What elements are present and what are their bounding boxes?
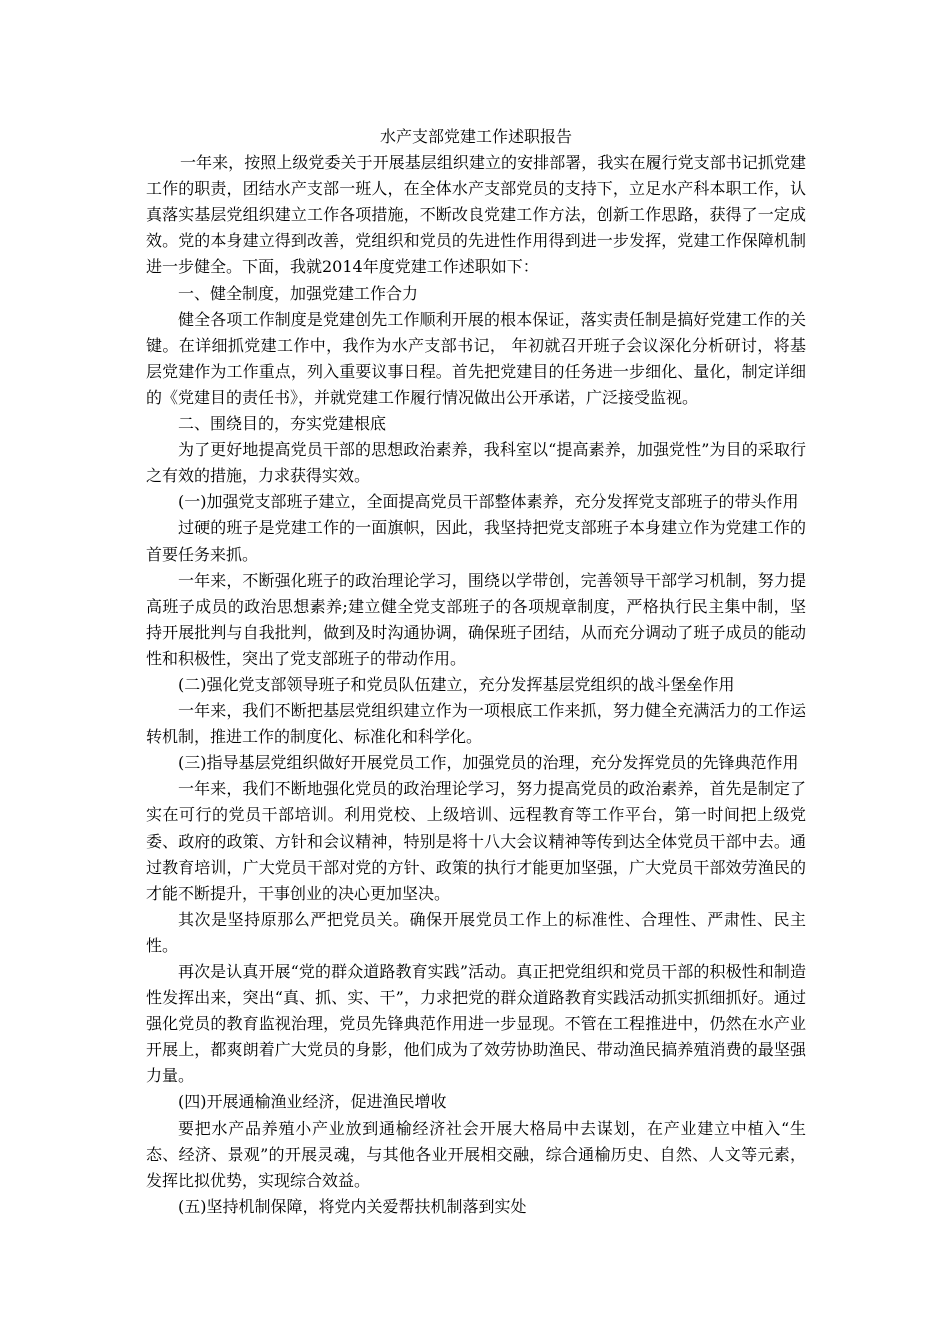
section-heading-1: 一、健全制度，加强党建工作合力: [178, 283, 419, 303]
paragraph: 再次是认真开展“党的群众道路教育实践”活动。真正把党组织和党员干部的积极性和制造性发挥出来，突出“真、抓、实、干”，力求把党的群众道路教育实践活动抓实抓细抓好。通过强化党员的教育监视治理，党员先锋典范作用进一步显现。不管在工程推进中，仍然在水产业开展上，都爽朗着广大党员的身影，他们成为了效劳协助渔民、带动渔民搞养殖消费的最坚强力量。: [146, 962, 806, 1086]
document-body: [146, 124, 806, 1220]
paragraph-intro: 一年来，按照上级党委关于开展基层组织建立的安排部署，我实在履行党支部书记抓党建工作的职责，团结水产支部一班人，在全体水产支部党员的支持下，立足水产科本职工作，认真落实基层党组织建立工作各项措施，不断改良党建工作方法，创新工作思路，获得了一定成效。党的本身建立得到改善，党组织和党员的先进性作用得到进一步发挥，党建工作保障机制进一步健全。下面，我就2014年度党建工作述职如下：: [146, 153, 806, 277]
subsection-heading-4: (四)开展通榆渔业经济，促进渔民增收: [178, 1092, 447, 1112]
subsection-heading-2: (二)强化党支部领导班子和党员队伍建立，充分发挥基层党组织的战斗堡垒作用: [178, 674, 735, 694]
paragraph: 为了更好地提高党员干部的思想政治素养，我科室以“提高素养，加强党性”为目的采取行之有效的措施，力求获得实效。: [146, 440, 806, 486]
paragraph: 一年来，不断强化班子的政治理论学习，围绕以学带创，完善领导干部学习机制，努力提高班子成员的政治思想素养;建立健全党支部班子的各项规章制度，严格执行民主集中制，坚持开展批判与自我批判，做到及时沟通协调，确保班子团结，从而充分调动了班子成员的能动性和积极性，突出了党支部班子的带动作用。: [146, 570, 806, 668]
paragraph: 一年来，我们不断把基层党组织建立作为一项根底工作来抓，努力健全充满活力的工作运转机制，推进工作的制度化、标准化和科学化。: [146, 701, 806, 747]
subsection-heading-3: (三)指导基层党组织做好开展党员工作，加强党员的治理，充分发挥党员的先锋典范作用: [178, 753, 799, 773]
paragraph: 要把水产品养殖小产业放到通榆经济社会开展大格局中去谋划，在产业建立中植入“生态、经济、景观”的开展灵魂，与其他各业开展相交融，综合通榆历史、自然、人文等元素，发挥比拟优势，实现综合效益。: [146, 1118, 806, 1190]
paragraph: 一年来，我们不断地强化党员的政治理论学习，努力提高党员的政治素养，首先是制定了实在可行的党员干部培训。利用党校、上级培训、远程教育等工作平台，第一时间把上级党委、政府的政策、方针和会议精神，特别是将十八大会议精神等传到达全体党员干部中去。通过教育培训，广大党员干部对党的方针、政策的执行才能更加坚强，广大党员干部效劳渔民的才能不断提升，干事创业的决心更加坚决。: [146, 779, 806, 903]
document-title: 水产支部党建工作述职报告: [379, 127, 572, 146]
subsection-heading-5: (五)坚持机制保障，将党内关爱帮扶机制落到实处: [178, 1196, 527, 1216]
paragraph: 健全各项工作制度是党建创先工作顺利开展的根本保证，落实责任制是搞好党建工作的关键。在详细抓党建工作中，我作为水产支部书记， 年初就召开班子会议深化分析研讨，将基层党建作为工作重点，列入重要议事日程。首先把党建目的任务进一步细化、量化，制定详细的《党建目的责任书》，并就党建工作履行情况做出公开承诺，广泛接受监视。: [146, 309, 806, 407]
subsection-heading-1: (一)加强党支部班子建立，全面提高党员干部整体素养，充分发挥党支部班子的带头作用: [178, 492, 799, 512]
paragraph: 过硬的班子是党建工作的一面旗帜，因此，我坚持把党支部班子本身建立作为党建工作的首要任务来抓。: [146, 518, 806, 564]
paragraph: 其次是坚持原那么严把党员关。确保开展党员工作上的标准性、合理性、严肃性、民主性。: [146, 909, 806, 955]
section-heading-2: 二、围绕目的，夯实党建根底: [178, 414, 387, 434]
